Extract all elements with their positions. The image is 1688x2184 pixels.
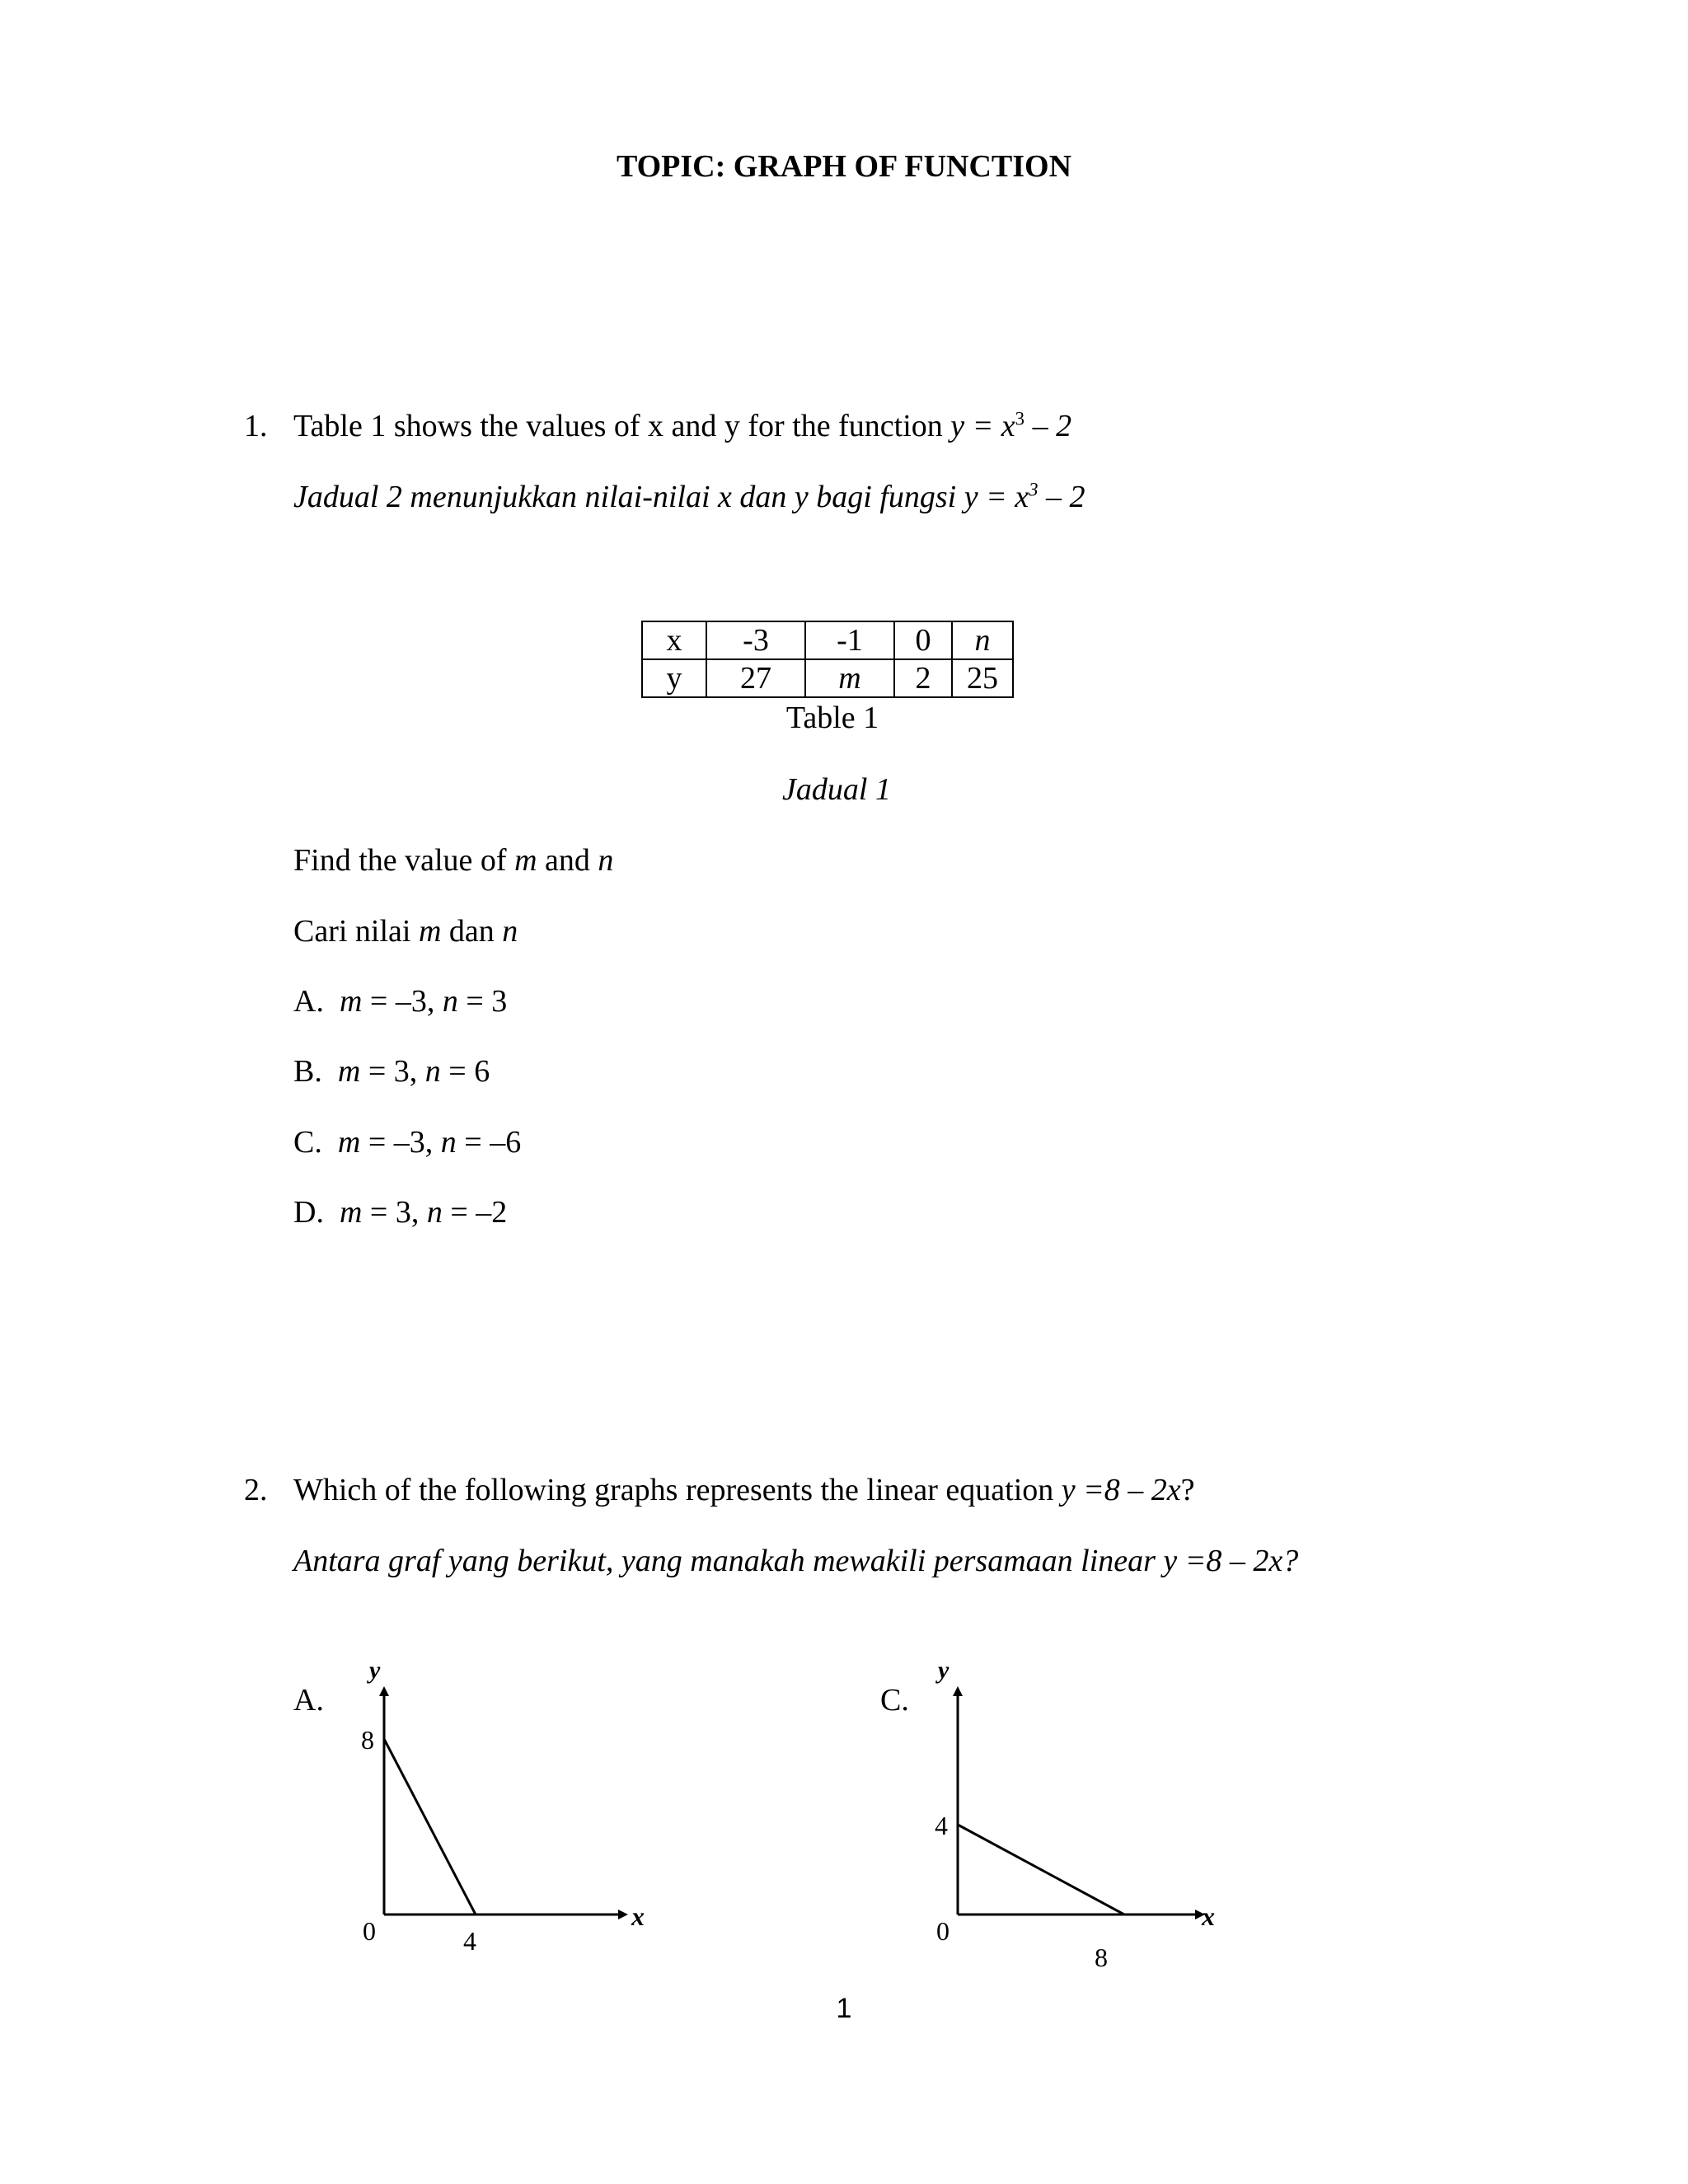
graph-a[interactable] xyxy=(346,1657,676,1978)
q1-option-a[interactable]: A. m = –3, n = 3 xyxy=(293,984,508,1019)
table-cell: m xyxy=(805,659,894,697)
graph-c[interactable] xyxy=(923,1657,1253,1978)
values-table xyxy=(641,621,1014,698)
table-cell: -3 xyxy=(706,621,805,659)
graph-line xyxy=(958,1825,1124,1915)
q2-text-en: Which of the following graphs represents the linear equation y =8 – 2x? xyxy=(293,1473,1195,1507)
graph-a-letter[interactable]: A. xyxy=(293,1683,324,1718)
q2-number: 2. xyxy=(244,1473,268,1507)
table-cell: x xyxy=(642,621,706,659)
y-axis-label: y xyxy=(369,1657,381,1684)
y-axis-label: y xyxy=(938,1657,950,1684)
x-axis-label: x xyxy=(631,1901,645,1931)
page-title: TOPIC: GRAPH OF FUNCTION xyxy=(616,149,1072,184)
page-number: 1 xyxy=(836,1993,852,2024)
q1-text-en: Table 1 shows the values of x and y for the function $y = x^3 - 2$ xyxy=(293,408,1072,443)
q1-option-d[interactable]: D. m = 3, n = –2 xyxy=(293,1195,508,1230)
table-row xyxy=(642,621,1013,659)
table-cell: 2 xyxy=(894,659,952,697)
x-axis-label: x xyxy=(1202,1901,1215,1931)
table-cell: 27 xyxy=(706,659,805,697)
table-row xyxy=(642,659,1013,697)
table-cell: 0 xyxy=(894,621,952,659)
origin-label: 0 xyxy=(363,1916,376,1946)
y-intercept-label: 8 xyxy=(361,1725,374,1755)
q1-number: 1. xyxy=(244,409,268,443)
table-cell: n xyxy=(952,621,1013,659)
y-intercept-label: 4 xyxy=(935,1811,948,1840)
q1-option-b[interactable]: B. m = 3, n = 6 xyxy=(293,1054,490,1089)
table-cell: 25 xyxy=(952,659,1013,697)
q2-text-ms: Antara graf yang berikut, yang manakah mewakili persamaan linear y =8 – 2x? xyxy=(293,1544,1299,1578)
x-intercept-label: 4 xyxy=(463,1926,476,1956)
table-cell: y xyxy=(642,659,706,697)
table-cell: -1 xyxy=(805,621,894,659)
table-caption-ms: Jadual 1 xyxy=(782,772,891,807)
graph-line xyxy=(384,1739,476,1915)
q1-text-ms: Jadual 2 menunjukkan nilai-nilai x dan y bagi fungsi $y = x^3 - 2$ xyxy=(293,479,1085,514)
q1-option-c[interactable]: C. m = –3, n = –6 xyxy=(293,1125,522,1160)
origin-label: 0 xyxy=(936,1916,950,1946)
table-caption-en: Table 1 xyxy=(785,701,879,735)
x-intercept-label: 8 xyxy=(1095,1943,1108,1972)
graph-c-letter[interactable]: C. xyxy=(880,1683,909,1718)
q1-ask-ms: Cari nilai m dan n xyxy=(293,914,518,949)
q1-ask-en: Find the value of m and n xyxy=(293,843,614,878)
